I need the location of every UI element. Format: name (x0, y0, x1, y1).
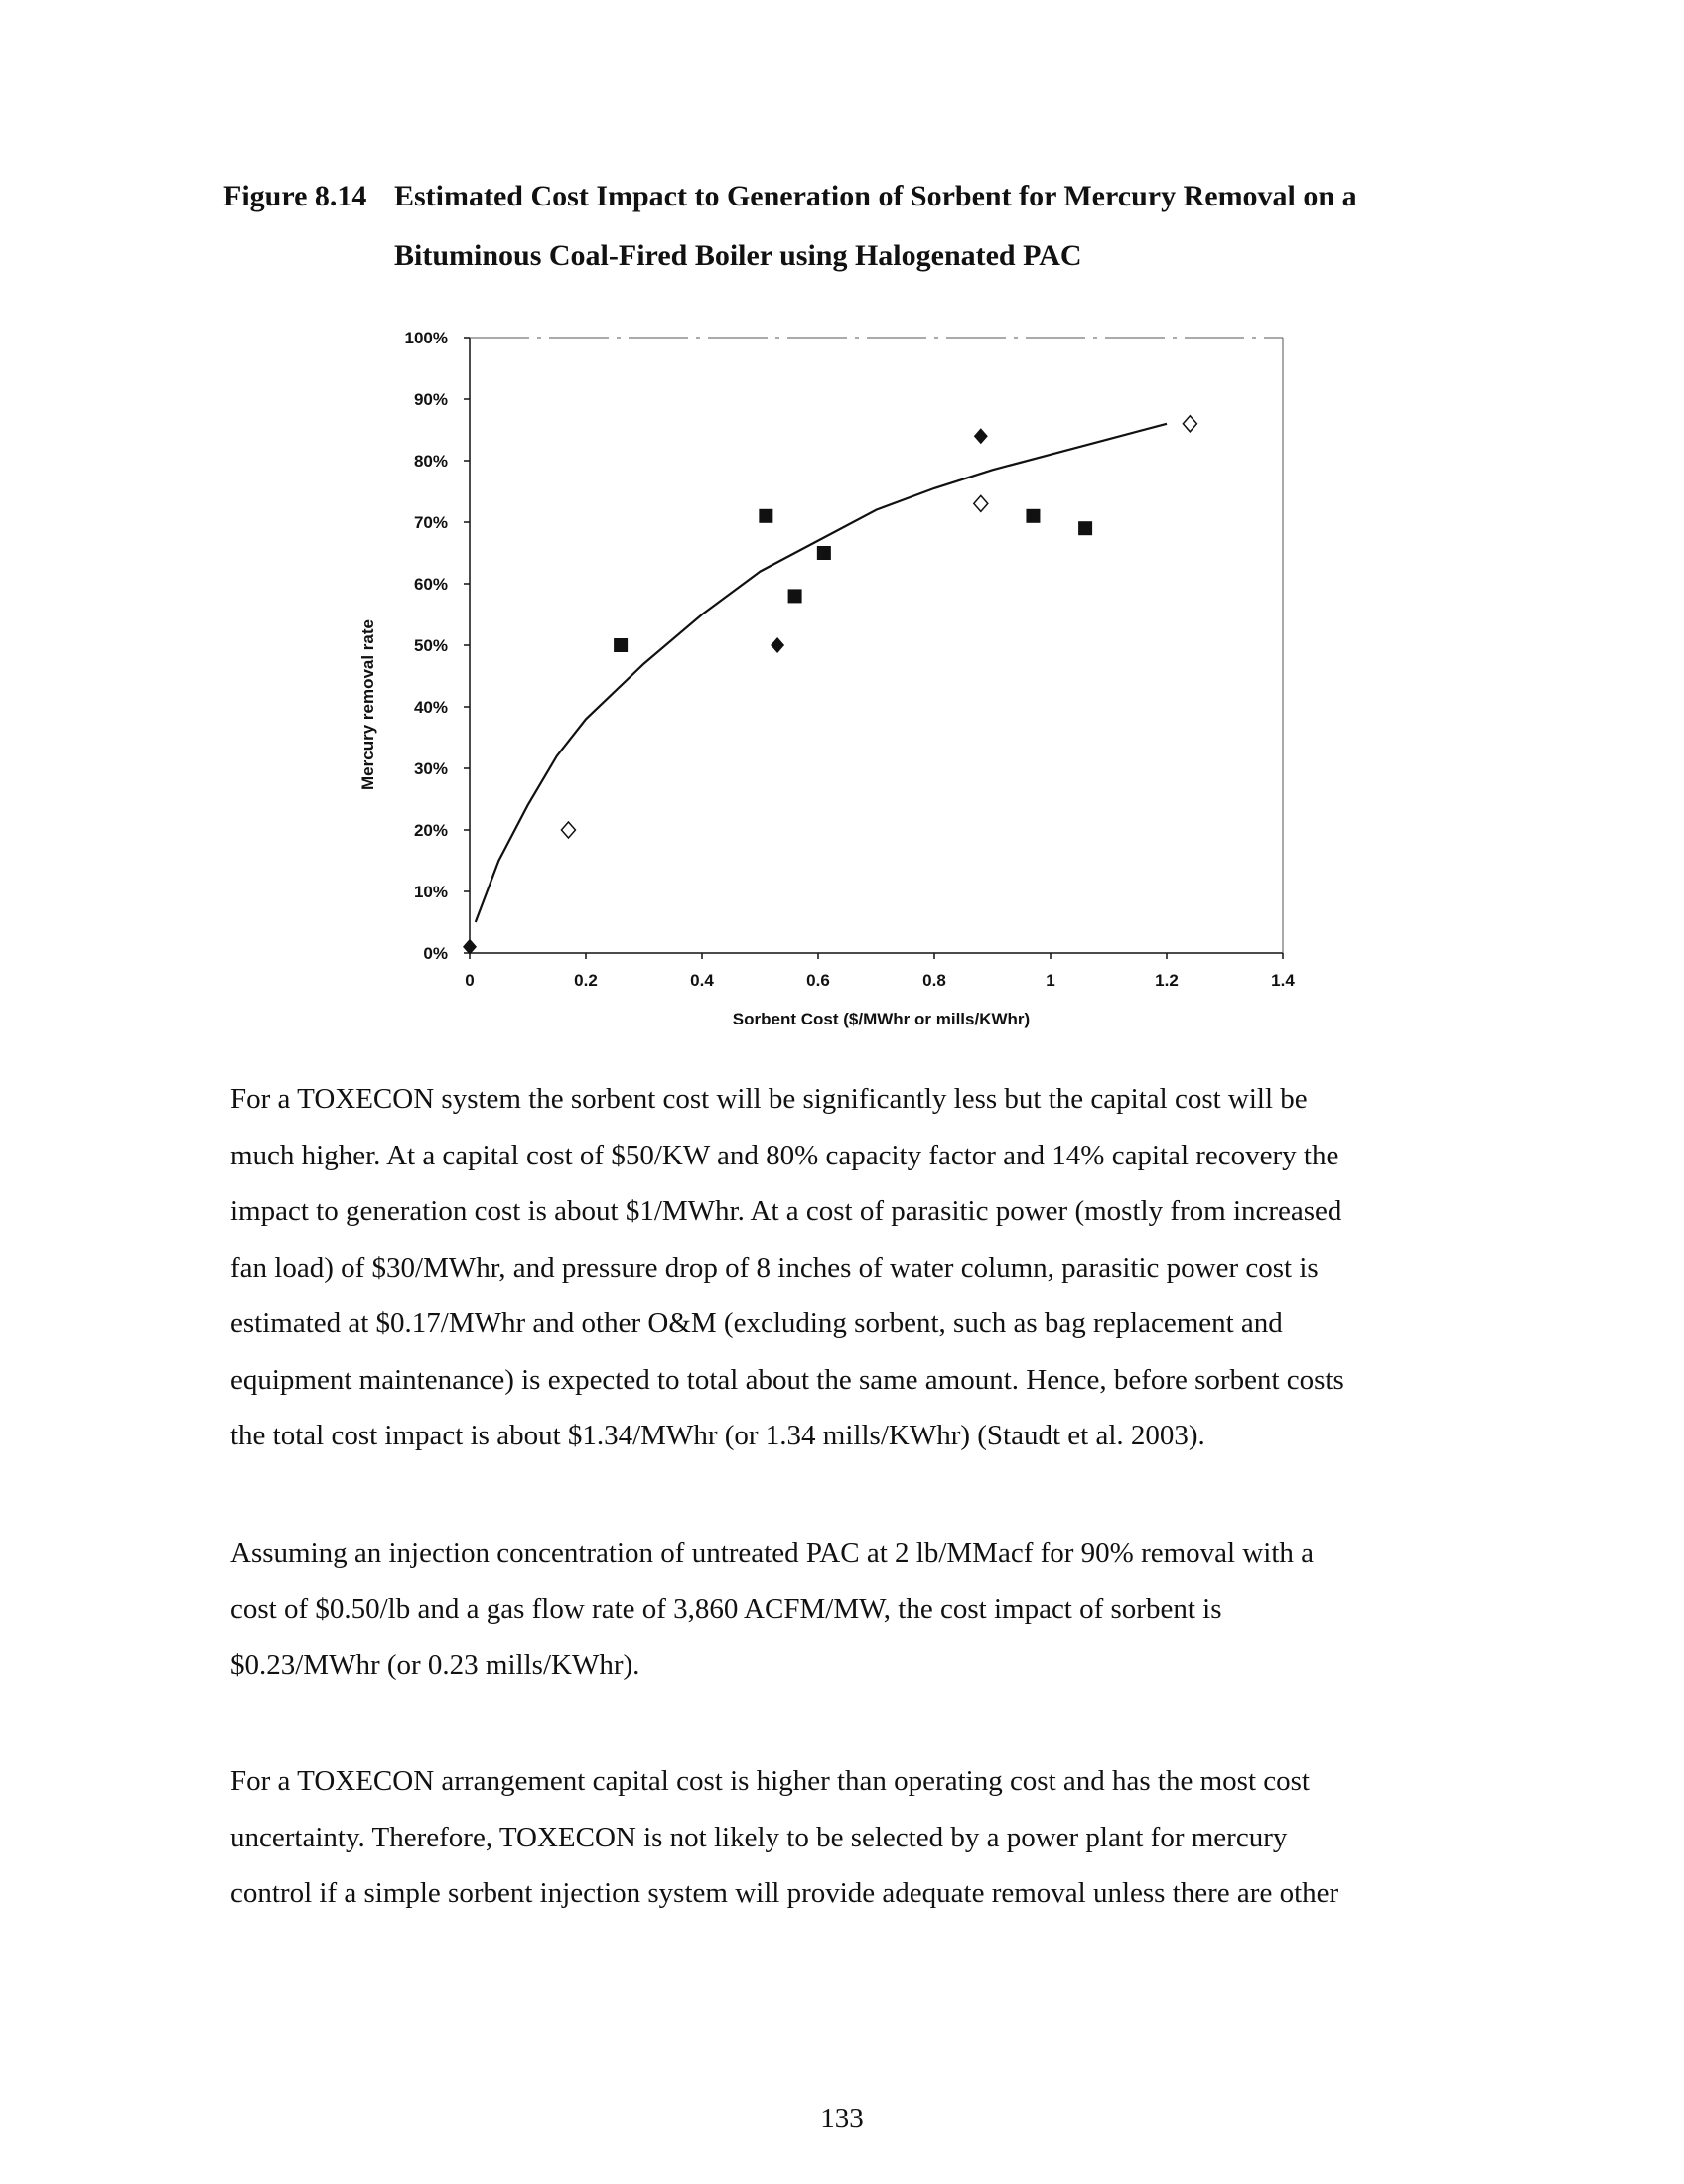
paragraph-1-line: estimated at $0.17/MWhr and other O&M (excluding sorbent, such as bag replacement and (230, 1307, 1283, 1339)
y-tick-label: 70% (413, 513, 448, 532)
paragraph-2-line: $0.23/MWhr (or 0.23 mills/KWhr). (230, 1649, 640, 1681)
figure-title-line-1: Estimated Cost Impact to Generation of Sorbent for Mercury Removal on a (394, 180, 1357, 212)
x-tick-label: 0.8 (922, 971, 946, 990)
x-tick-label: 0.2 (574, 971, 598, 990)
data-point-diamond (974, 428, 988, 444)
x-tick-label: 1.2 (1155, 971, 1179, 990)
y-tick-label: 30% (413, 759, 448, 778)
data-point-square (788, 589, 802, 603)
y-tick-label: 10% (413, 883, 448, 901)
figure-title-line-2: Bituminous Coal-Fired Boiler using Halogenated PAC (394, 239, 1082, 272)
y-tick-label: 80% (413, 452, 448, 471)
x-axis-label: Sorbent Cost ($/MWhr or mills/KWhr) (732, 1010, 1031, 1028)
data-point-square (759, 509, 772, 523)
y-tick-label: 50% (413, 636, 448, 655)
x-tick-label: 1 (1046, 971, 1055, 990)
x-tick-label: 0.6 (806, 971, 830, 990)
data-point-diamond-open (974, 495, 988, 511)
paragraph-1-line: the total cost impact is about $1.34/MWhr (or 1.34 mills/KWhr) (Staudt et al. 2003). (230, 1420, 1205, 1451)
paragraph-1-line: For a TOXECON system the sorbent cost will be significantly less but the capital cost will be (230, 1083, 1308, 1115)
paragraph-1-line: equipment maintenance) is expected to total about the same amount. Hence, before sorbent costs (230, 1363, 1344, 1396)
y-tick-label: 90% (413, 390, 448, 409)
paragraph-3-line: control if a simple sorbent injection system will provide adequate removal unless there are other (230, 1877, 1339, 1909)
x-tick-label: 1.4 (1271, 971, 1295, 990)
data-point-diamond-open (561, 822, 575, 838)
paragraph-1-line: fan load) of $30/MWhr, and pressure drop of 8 inches of water column, parasitic power cost is (230, 1251, 1319, 1284)
paragraph-1 (230, 1071, 1521, 1464)
figure-number: Figure 8.14 (223, 180, 367, 212)
paragraph-2-line: cost of $0.50/lb and a gas flow rate of 3,860 ACFM/MW, the cost impact of sorbent is (230, 1592, 1222, 1625)
paragraph-2 (230, 1525, 1521, 1694)
x-tick-label: 0 (465, 971, 475, 990)
data-point-square (1078, 521, 1092, 535)
y-tick-label: 20% (413, 821, 448, 840)
x-tick-label: 0.4 (690, 971, 714, 990)
data-point-square (817, 546, 831, 560)
data-point-square (1026, 509, 1040, 523)
figure-caption (223, 167, 1514, 286)
paragraph-3-line: uncertainty. Therefore, TOXECON is not likely to be selected by a power plant for mercury (230, 1821, 1288, 1853)
paragraph-1-line: much higher. At a capital cost of $50/KW and 80% capacity factor and 14% capital recovery the (230, 1139, 1339, 1171)
paragraph-1-line: impact to generation cost is about $1/MWhr. At a cost of parasitic power (mostly from increased (230, 1195, 1342, 1227)
paragraph-2-line: Assuming an injection concentration of untreated PAC at 2 lb/MMacf for 90% removal with a (230, 1537, 1315, 1569)
data-point-diamond (771, 637, 784, 653)
trend-curve (476, 424, 1167, 922)
data-point-diamond-open (1183, 416, 1196, 432)
y-tick-label: 60% (413, 575, 448, 594)
y-tick-label: 0% (423, 944, 448, 963)
y-axis-label: Mercury removal rate (358, 619, 377, 790)
paragraph-3 (230, 1753, 1521, 1922)
chart-svg (352, 318, 1326, 1032)
y-tick-label: 100% (404, 329, 448, 347)
data-point-square (614, 638, 628, 652)
y-tick-label: 40% (413, 698, 448, 717)
page-number: 133 (820, 2103, 864, 2134)
scatter-chart (352, 318, 1326, 1037)
paragraph-3-line: For a TOXECON arrangement capital cost is higher than operating cost and has the most cost (230, 1765, 1310, 1797)
